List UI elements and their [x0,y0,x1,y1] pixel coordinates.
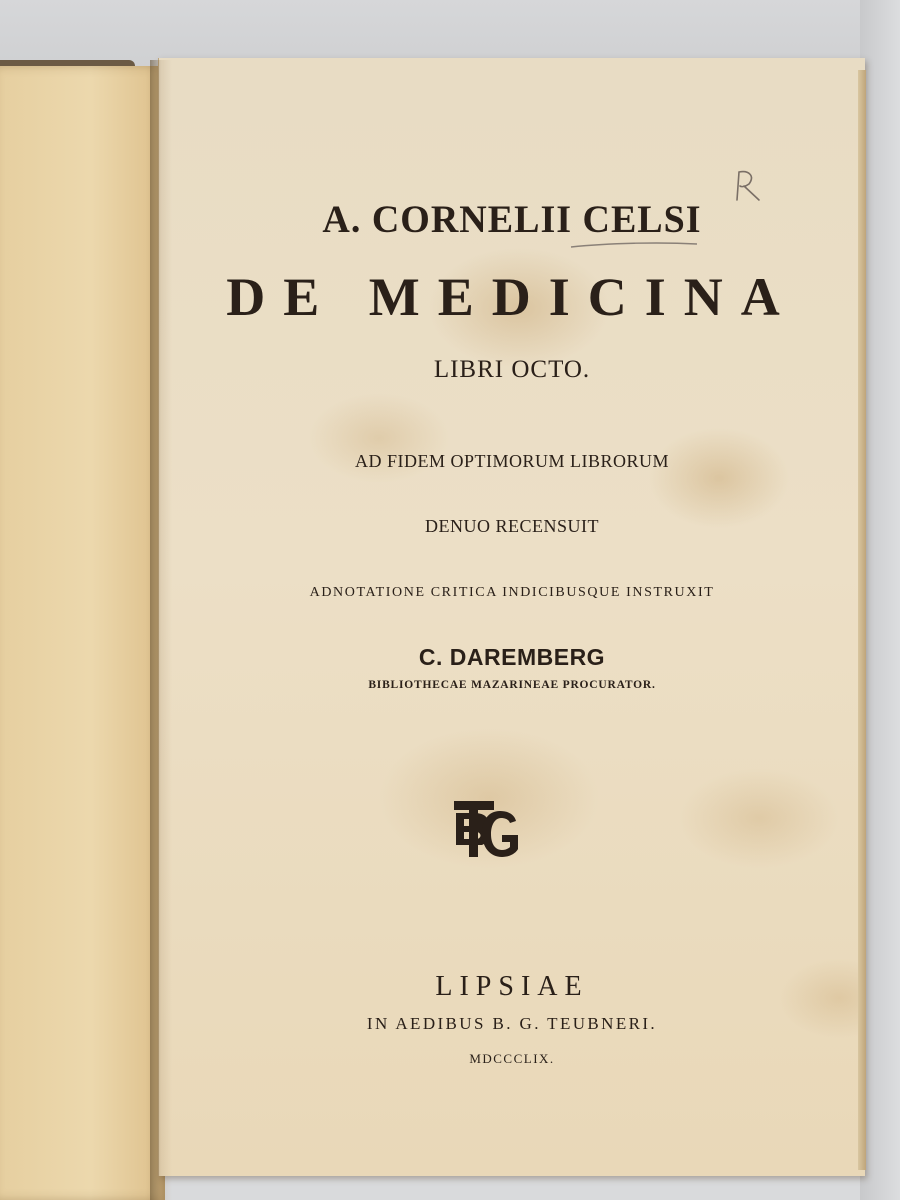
editor-role: BIBLIOTHECAE MAZARINEAE PROCURATOR. [368,679,656,691]
teubner-monogram-icon [452,799,520,859]
adnotatione-line: ADNOTATIONE CRITICA INDICIBUSQUE INSTRUXIT [309,585,715,600]
recensuit-line: DENUO RECENSUIT [425,516,599,536]
editor-name: C. DAREMBERG [418,644,606,670]
title-page [158,58,865,1176]
imprint-publisher: IN AEDIBUS B. G. TEUBNERI. [366,1014,658,1033]
background-right [860,0,900,1200]
book-subtitle: LIBRI OCTO. [433,356,591,383]
left-page [0,66,165,1200]
imprint-year: MDCCCLIX. [469,1051,555,1066]
page-edge [858,70,866,1170]
imprint-city: LIPSIAE [435,971,589,1002]
sources-line: AD FIDEM OPTIMORUM LIBRORUM [354,451,670,471]
book-gutter [150,60,172,1200]
book-title: DE MEDICINA [226,267,798,327]
author-heading: A. CORNELII CELSI [322,198,702,242]
